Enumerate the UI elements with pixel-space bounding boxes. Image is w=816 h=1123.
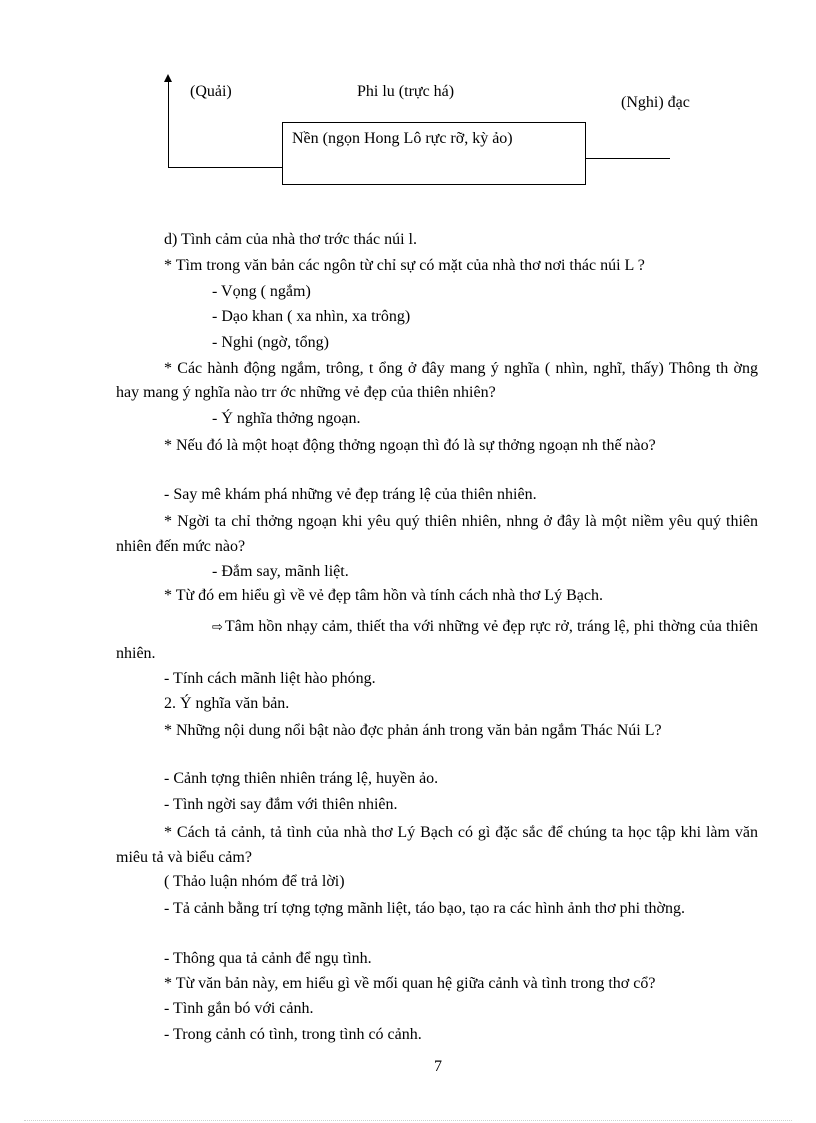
conclusion-text: Tâm hồn nhạy cảm, thiết tha với những vẻ đẹp rực rở, tráng lệ, phi thờng của thiên nhiên.	[116, 618, 758, 662]
answer-line: - Say mê khám phá những vẻ đẹp tráng lệ của thiên nhiên.	[164, 486, 537, 503]
answer-line: - Cảnh tợng thiên nhiên tráng lệ, huyền ảo.	[164, 770, 439, 787]
section-heading: d) Tình cảm của nhà thơ trớc thác núi l.	[164, 231, 417, 248]
answer-line: - Vọng ( ngắm)	[212, 283, 311, 300]
diagram-right-label: (Nghi) đạc	[621, 94, 690, 111]
question-line: * Từ văn bản này, em hiểu gì về mối quan hệ giữa cảnh và tình trong thơ cổ?	[164, 975, 656, 992]
diagram-top-label: Phi lu (trực há)	[357, 83, 455, 100]
diagram-left-label: (Quải)	[190, 83, 232, 100]
diagram-right-connector	[586, 158, 670, 159]
question-paragraph: * Các hành động ngắm, trông, t ổng ở đây mang ý nghĩa ( nhìn, nghĩ, thấy) Thông th ờng hay mang ý nghĩa nào trr ớc những vẻ đẹp của thiên nhiên?	[116, 360, 758, 401]
answer-line: - Nghi (ngờ, tổng)	[212, 334, 329, 351]
answer-line: - Đắm say, mãnh liệt.	[212, 563, 349, 580]
diagram-left-connector	[168, 167, 282, 168]
question-line: * Từ đó em hiểu gì về vẻ đẹp tâm hồn và tính cách nhà thơ Lý Bạch.	[164, 587, 603, 604]
answer-line: - Trong cảnh có tình, trong tình có cảnh.	[164, 1026, 422, 1043]
answer-line: - Dạo khan ( xa nhìn, xa trông)	[212, 308, 411, 325]
question-paragraph: * Nếu đó là một hoạt động thởng ngoạn thì đó là sự thởng ngoạn nh thế nào?	[164, 437, 656, 454]
conclusion-paragraph	[116, 614, 758, 667]
answer-line: - Tình gắn bó với cảnh.	[164, 1000, 314, 1017]
diagram-box-label: Nền (ngọn Hong Lô rực rỡ, kỳ ảo)	[292, 130, 513, 147]
section-heading: 2. Ý nghĩa văn bản.	[164, 695, 290, 712]
question-paragraph: * Ngời ta chỉ thởng ngoạn khi yêu quý thiên nhiên, nhng ở đây là một niềm yêu quý thiên nhiên đến mức nào?	[116, 513, 758, 555]
page-divider	[24, 1120, 792, 1121]
answer-paragraph: - Tả cảnh bằng trí tợng tợng mãnh liệt, táo bạo, tạo ra các hình ảnh thơ phi thờng.	[164, 900, 685, 917]
page-number: 7	[434, 1058, 442, 1075]
question-line: * Tìm trong văn bản các ngôn từ chỉ sự có mặt của nhà thơ nơi thác núi L ?	[164, 257, 645, 274]
arrow-right-icon: ⇨	[212, 620, 223, 635]
answer-line: - Tình ngời say đắm với thiên nhiên.	[164, 796, 398, 813]
answer-line: - Tính cách mãnh liệt hào phóng.	[164, 670, 376, 687]
question-paragraph: * Cách tả cảnh, tả tình của nhà thơ Lý Bạch có gì đặc sắc để chúng ta học tập khi làm văn miêu tả và biểu cảm?	[116, 824, 758, 866]
diagram-vertical-line	[168, 80, 169, 168]
question-paragraph: * Những nội dung nổi bật nào đợc phản ánh trong văn bản ngắm Thác Núi L?	[164, 722, 662, 739]
answer-line: - Ý nghĩa thởng ngoạn.	[212, 410, 361, 427]
note-line: ( Thảo luận nhóm để trả lời)	[164, 873, 345, 890]
answer-line: - Thông qua tả cảnh để ngụ tình.	[164, 950, 372, 967]
